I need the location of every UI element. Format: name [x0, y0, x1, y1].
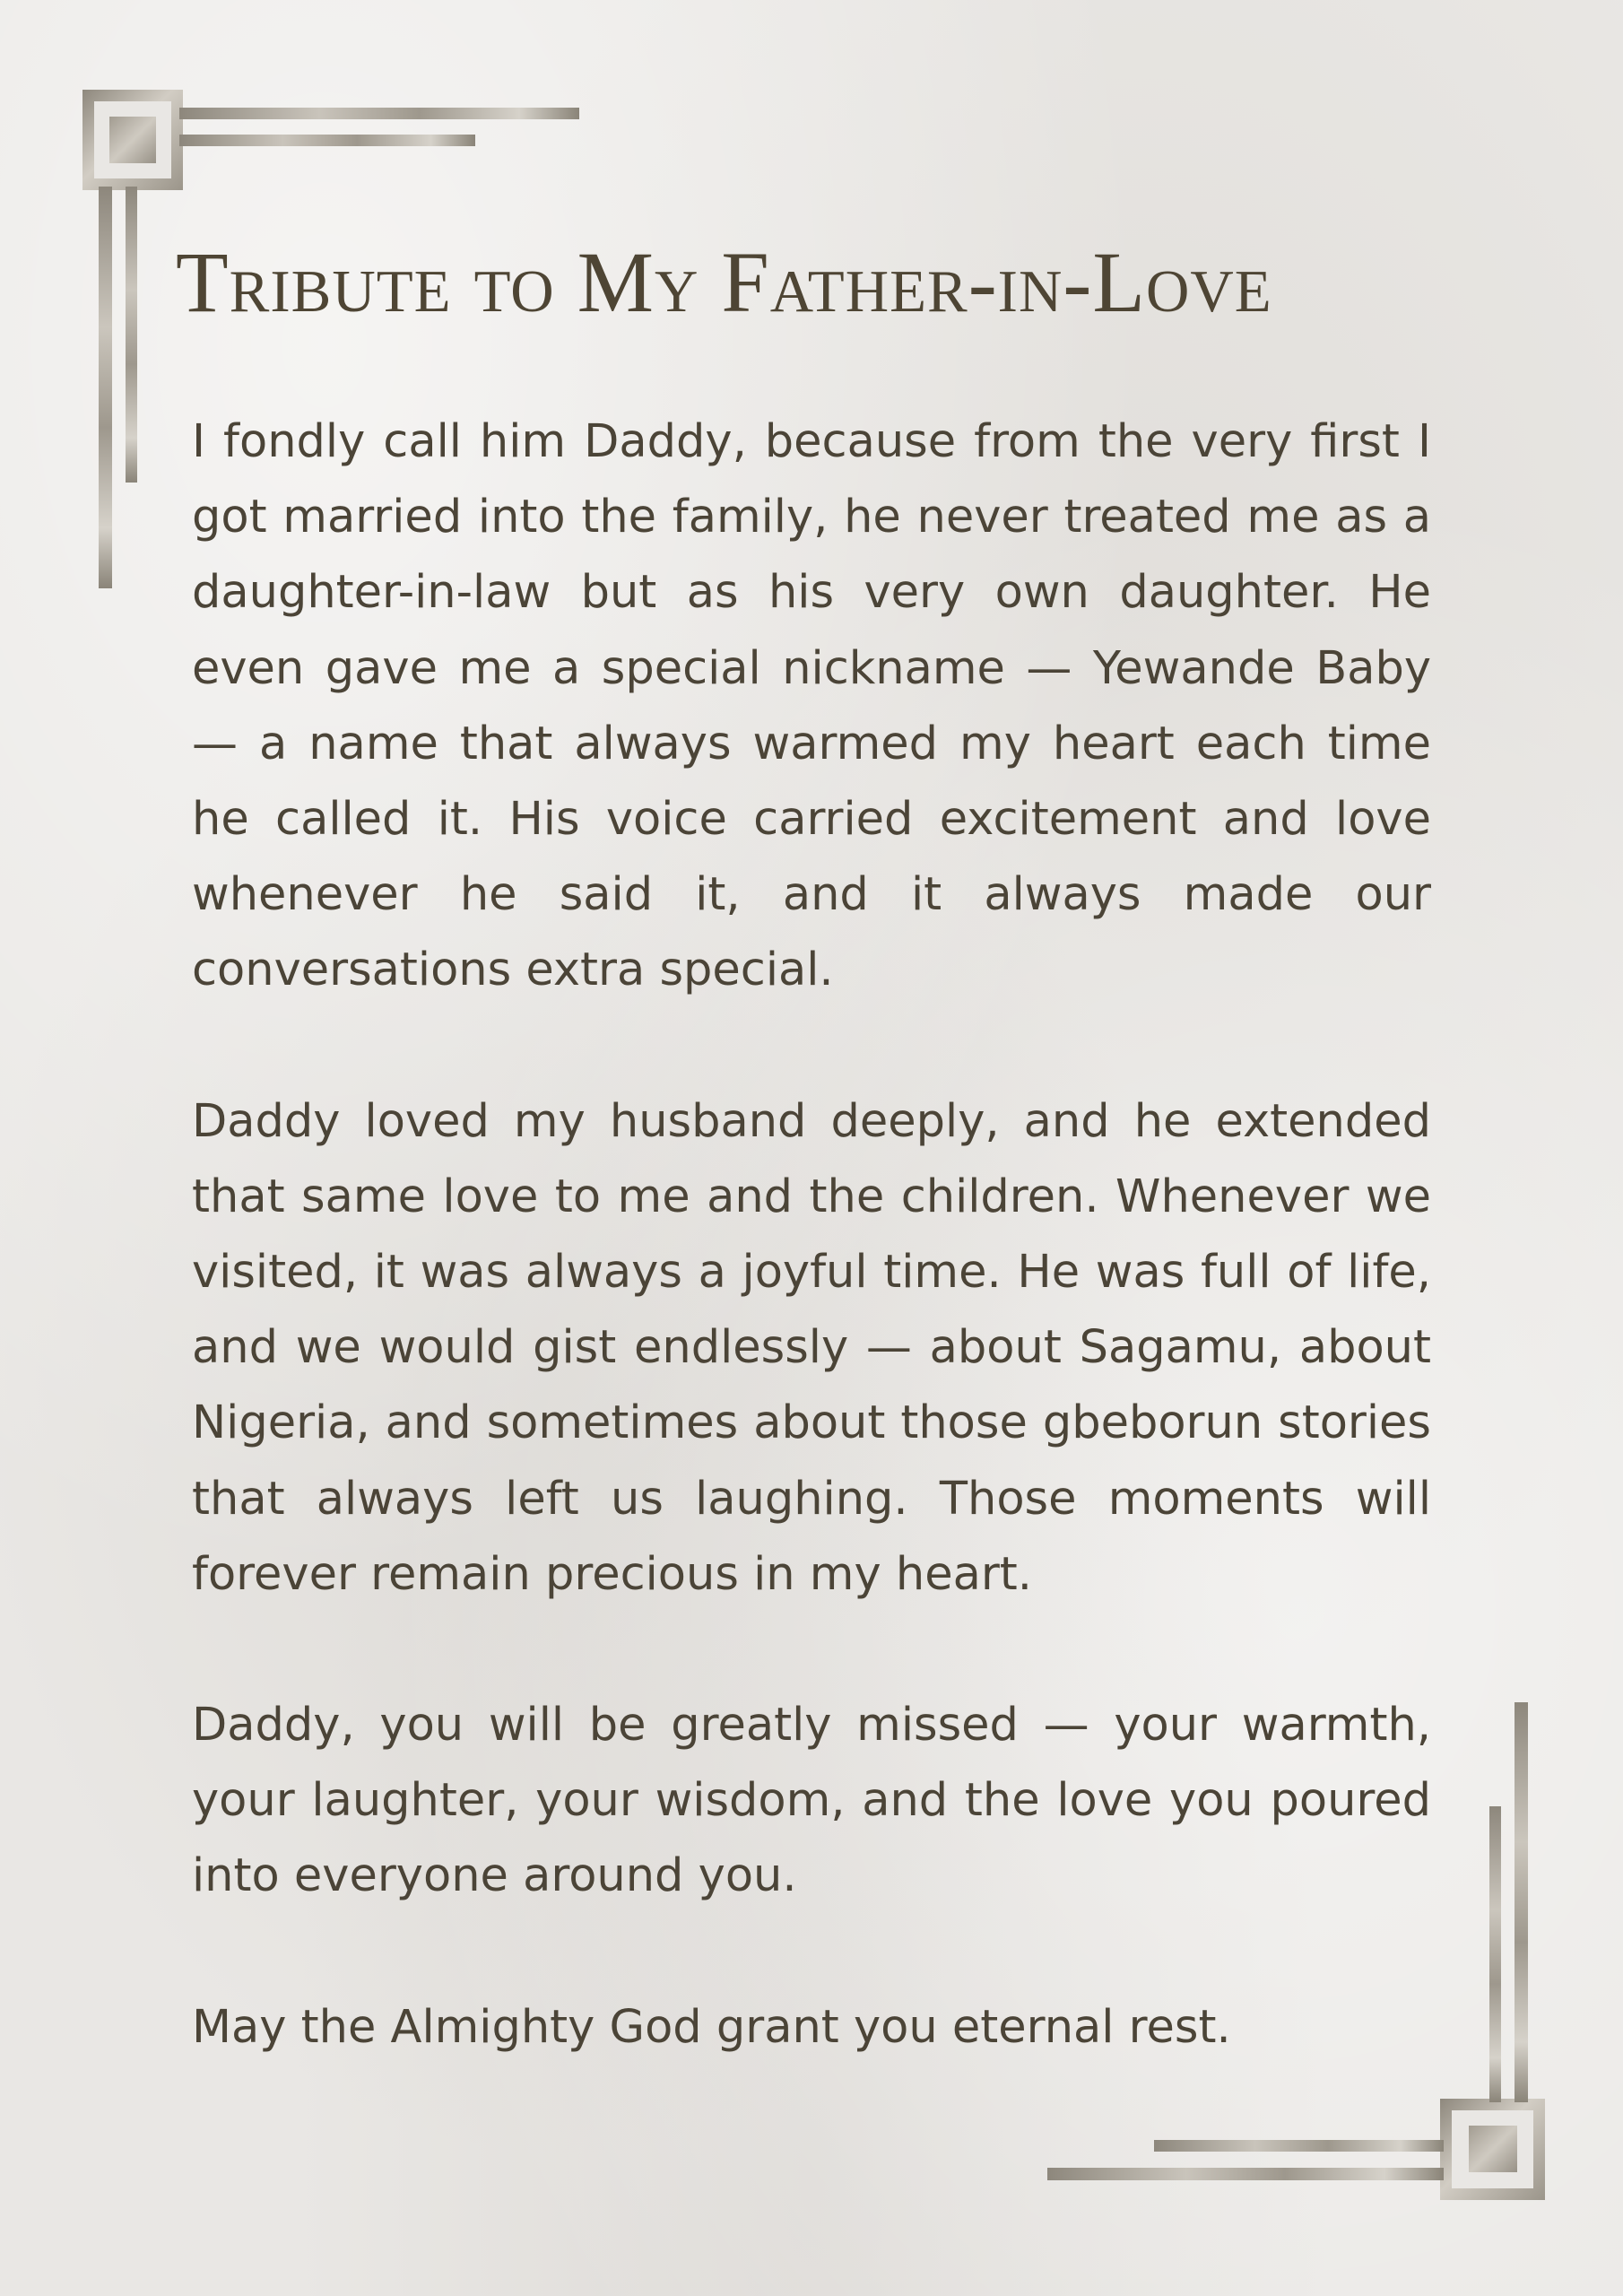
paragraph: I fondly call him Daddy, because from the very first I got married into the family, he never treated me as a daughter-in-law but as his very own daughter. He even gave me a special nickname — Yewande Baby — a name that always warmed my heart each time he called it. His voice carried excitement and love whenever he said it, and it always made our conversations extra special.	[192, 415, 1431, 997]
corner-bar-vertical-short	[126, 187, 137, 483]
page-title: Tribute to My Father-in-Love	[176, 234, 1272, 330]
corner-bar-vertical-long	[1515, 1702, 1528, 2102]
paragraph: Daddy loved my husband deeply, and he extended that same love to me and the children. Whenever we visited, it was always a joyful time. He was full of life, and we would gist endlessly — about Sagamu, about Nigeria, and sometimes about those gbeborun stories that always left us laughing. Those moments will forever remain precious in my heart.	[192, 1094, 1431, 1601]
paragraph: Daddy, you will be greatly missed — your warmth, your laughter, your wisdom, and the love you poured into everyone around you.	[192, 1699, 1431, 1903]
corner-square-core	[1469, 2126, 1517, 2172]
corner-bar-horizontal-long	[1047, 2168, 1444, 2180]
corner-bar-horizontal-short	[179, 135, 475, 146]
corner-bar-horizontal-long	[179, 108, 579, 119]
corner-bar-vertical-long	[99, 187, 112, 588]
corner-square-core	[109, 117, 156, 163]
corner-bar-horizontal-short	[1154, 2140, 1444, 2152]
corner-bar-vertical-short	[1489, 1806, 1501, 2102]
paragraph: May the Almighty God grant you eternal rest.	[192, 2000, 1231, 2054]
tribute-body	[192, 404, 1431, 2066]
